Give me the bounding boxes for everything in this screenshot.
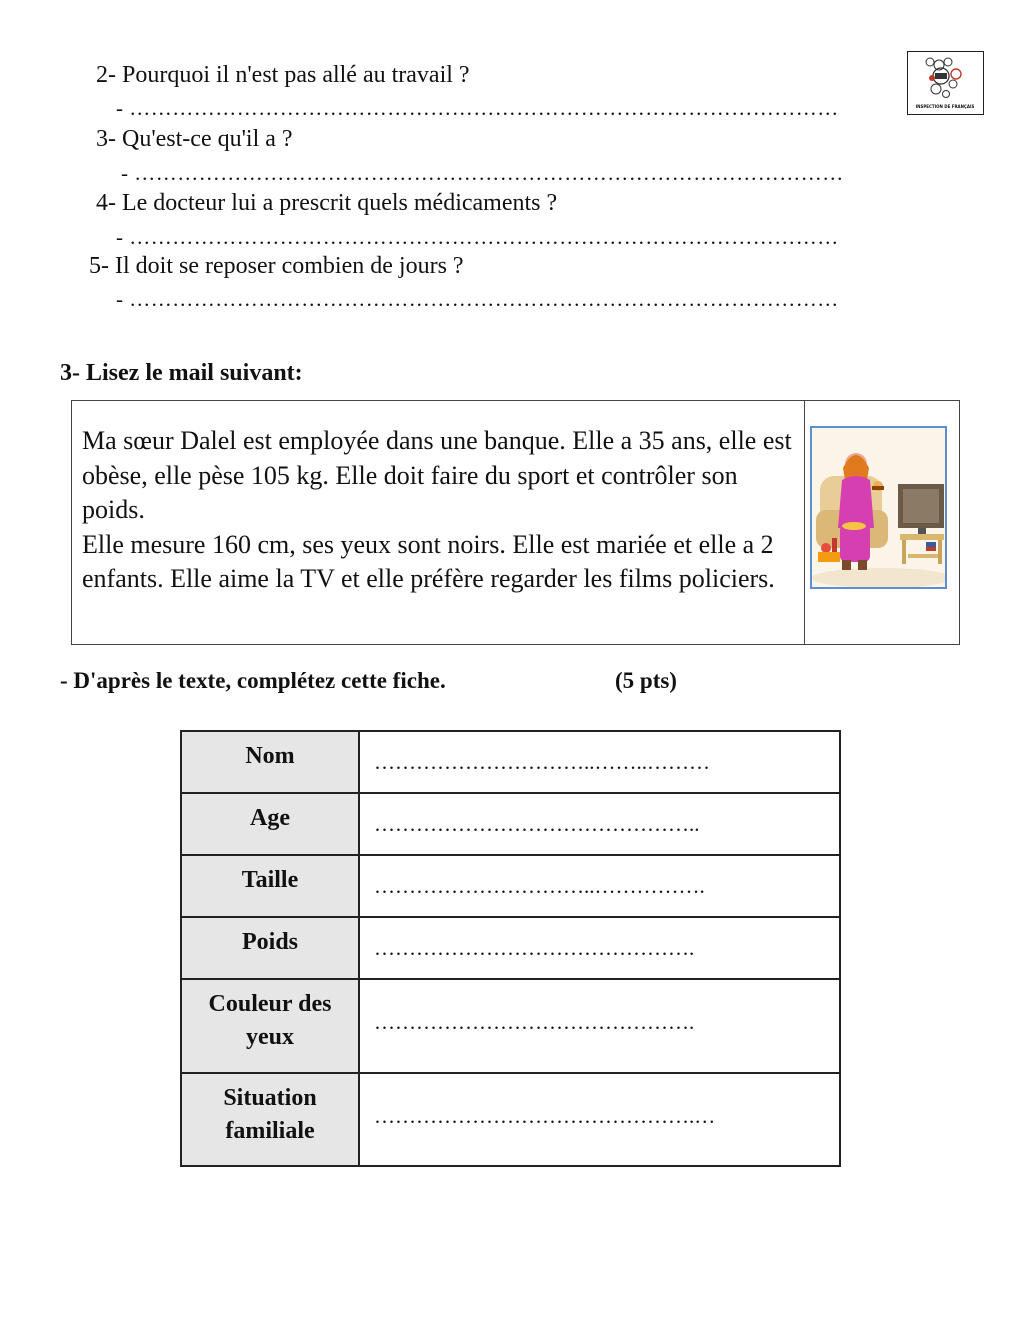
- inspection-logo: [907, 51, 984, 115]
- woman-watching-tv-illustration: [810, 426, 947, 589]
- value-poids[interactable]: ……………………………………….: [359, 917, 840, 979]
- table-row: [181, 979, 840, 1073]
- circles-logo-icon: [908, 52, 982, 113]
- points: (5 pts): [615, 668, 677, 693]
- value-situation-familiale[interactable]: ……………………………………….…: [359, 1073, 840, 1166]
- value-age[interactable]: ………………………………………..: [359, 793, 840, 855]
- label-nom: Nom: [181, 731, 359, 793]
- answer-line-5[interactable]: - ………………………………………………………………………………………: [116, 287, 839, 311]
- answer-line-3[interactable]: - ………………………………………………………………………………………: [121, 161, 844, 185]
- mail-box: [71, 400, 960, 645]
- question-2: 2- Pourquoi il n'est pas allé au travail ?: [96, 62, 470, 88]
- question-3: 3- Qu'est-ce qu'il a ?: [96, 126, 293, 152]
- mail-paragraph-2: Elle mesure 160 cm, ses yeux sont noirs. Elle est mariée et elle a 2 enfants. Elle aime la TV et elle préfère regarder les films policiers.: [82, 529, 775, 593]
- table-row: [181, 855, 840, 917]
- answer-line-2[interactable]: - ………………………………………………………………………………………: [116, 96, 839, 120]
- value-couleur-yeux[interactable]: ……………………………………….: [359, 979, 840, 1073]
- table-row: [181, 1073, 840, 1166]
- label-age: Age: [181, 793, 359, 855]
- mail-paragraph-1: Ma sœur Dalel est employée dans une banque. Elle a 35 ans, elle est obèse, elle pèse 105 kg. Elle doit faire du sport et contrôler son poids.: [82, 426, 792, 524]
- question-4: 4- Le docteur lui a prescrit quels médicaments ?: [96, 190, 558, 216]
- mail-text: [82, 424, 797, 597]
- label-poids: Poids: [181, 917, 359, 979]
- svg-text:INSPECTION DE FRANÇAIS: INSPECTION DE FRANÇAIS: [915, 104, 975, 109]
- mail-divider: [804, 401, 805, 644]
- label-situation-familiale: Situation familiale: [181, 1073, 359, 1166]
- table-row: [181, 793, 840, 855]
- instruction: - D'après le texte, complétez cette fiche.: [60, 668, 446, 693]
- woman-tv-icon: [812, 428, 945, 587]
- table-row: [181, 917, 840, 979]
- value-nom[interactable]: …………………………..……..………: [359, 731, 840, 793]
- label-taille: Taille: [181, 855, 359, 917]
- section-title: 3- Lisez le mail suivant:: [60, 360, 303, 386]
- value-taille[interactable]: …………………………..…………….: [359, 855, 840, 917]
- label-couleur-yeux: Couleur des yeux: [181, 979, 359, 1073]
- answer-line-4[interactable]: - ………………………………………………………………………………………: [116, 225, 839, 249]
- fiche-table: [180, 730, 841, 1167]
- table-row: [181, 731, 840, 793]
- question-5: 5- Il doit se reposer combien de jours ?: [89, 253, 464, 279]
